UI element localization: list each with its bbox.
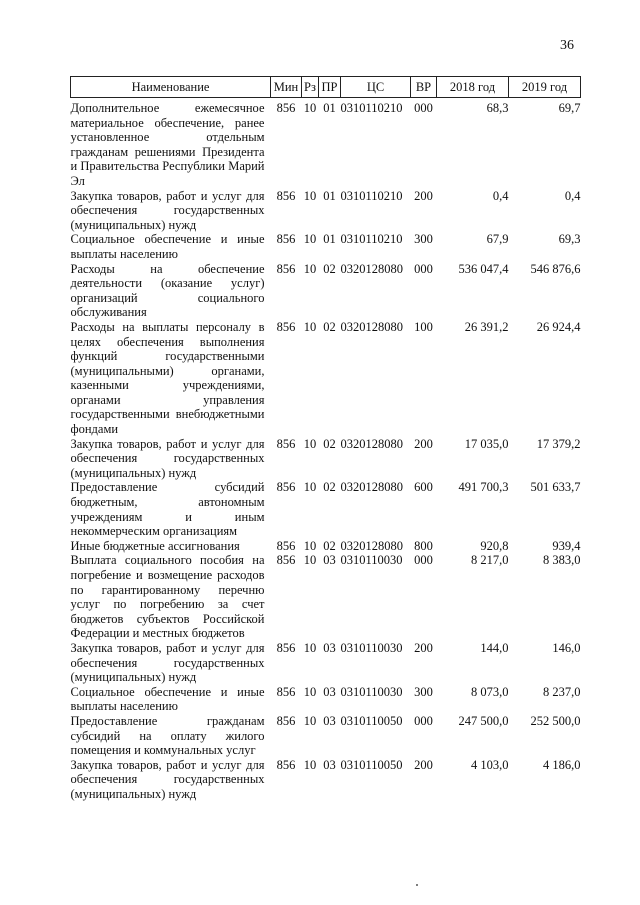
row-pr: 02 xyxy=(323,261,336,276)
header-pr: ПР xyxy=(319,77,341,98)
row-min: 856 xyxy=(276,436,296,451)
row-vr: 200 xyxy=(414,188,433,203)
row-amount-2018: 17 035,0 xyxy=(464,436,509,451)
row-rz: 10 xyxy=(303,436,317,451)
row-min: 856 xyxy=(276,261,296,276)
table-row xyxy=(71,480,581,538)
row-cs: 0320128080 xyxy=(340,436,403,451)
row-pr: 03 xyxy=(323,713,336,728)
row-amount-2019: 8 383,0 xyxy=(543,553,581,568)
row-rz: 10 xyxy=(303,101,317,115)
table-header-row xyxy=(71,77,581,98)
row-vr: 200 xyxy=(414,640,433,655)
row-vr: 200 xyxy=(414,436,433,451)
page-number: 36 xyxy=(560,38,574,53)
row-pr: 03 xyxy=(323,684,336,699)
row-name: Дополнительное ежемесячное материальное обеспечение, ранее установленное отдельным гражданам решениями Президента и Правительства Республики Марий Эл xyxy=(70,101,265,188)
row-amount-2018: 67,9 xyxy=(486,232,509,247)
table-row xyxy=(71,641,581,685)
table-row xyxy=(71,189,581,233)
row-pr: 02 xyxy=(323,319,336,334)
header-rz: Рз xyxy=(302,77,319,98)
row-cs: 0310110050 xyxy=(340,757,403,772)
table-row xyxy=(71,232,581,261)
row-amount-2019: 4 186,0 xyxy=(543,757,581,772)
row-vr: 000 xyxy=(414,553,433,568)
row-name: Расходы на выплаты персоналу в целях обеспечения выполнения функций государственными (муниципальными) органами, казенными учреждениями, органами управления государственными внебюджетными фондами xyxy=(70,319,265,437)
row-name: Закупка товаров, работ и услуг для обеспечения государственных (муниципальных) нужд xyxy=(70,436,265,480)
row-vr: 000 xyxy=(414,101,433,115)
row-amount-2018: 247 500,0 xyxy=(458,713,509,728)
row-rz: 10 xyxy=(303,757,317,772)
row-pr: 01 xyxy=(323,101,336,115)
header-vr: ВР xyxy=(411,77,437,98)
table-row xyxy=(71,98,581,189)
row-rz: 10 xyxy=(303,684,317,699)
row-name: Предоставление гражданам субсидий на оплату жилого помещения и коммунальных услуг xyxy=(70,713,265,758)
row-pr: 02 xyxy=(323,480,336,495)
row-cs: 0310110050 xyxy=(340,713,403,728)
row-amount-2019: 501 633,7 xyxy=(530,480,581,495)
table-row xyxy=(71,553,581,641)
budget-table xyxy=(70,76,581,802)
table-row xyxy=(71,437,581,481)
row-rz: 10 xyxy=(303,538,317,553)
row-min: 856 xyxy=(276,188,296,203)
row-pr: 03 xyxy=(323,640,336,655)
table-row xyxy=(71,714,581,758)
table-row xyxy=(71,539,581,554)
row-amount-2019: 546 876,6 xyxy=(530,261,581,276)
row-amount-2019: 0,4 xyxy=(564,188,581,203)
row-amount-2019: 252 500,0 xyxy=(530,713,581,728)
row-cs: 0310110030 xyxy=(340,684,403,699)
row-name: Расходы на обеспечение деятельности (оказание услуг) организаций социального обслуживания xyxy=(70,261,265,320)
row-amount-2018: 4 103,0 xyxy=(471,757,509,772)
row-name: Социальное обеспечение и иные выплаты населению xyxy=(70,232,265,261)
row-amount-2019: 69,7 xyxy=(558,101,581,115)
row-amount-2019: 17 379,2 xyxy=(536,436,581,451)
row-amount-2018: 0,4 xyxy=(492,188,509,203)
row-pr: 02 xyxy=(323,436,336,451)
header-name: Наименование xyxy=(71,77,271,98)
row-cs: 0310110030 xyxy=(340,640,403,655)
header-cs: ЦС xyxy=(341,77,411,98)
row-vr: 300 xyxy=(414,232,433,247)
row-name: Социальное обеспечение и иные выплаты населению xyxy=(70,684,265,714)
header-2019: 2019 год xyxy=(509,77,581,98)
table-row xyxy=(71,262,581,320)
row-amount-2019: 26 924,4 xyxy=(536,319,581,334)
row-vr: 200 xyxy=(414,757,433,772)
row-min: 856 xyxy=(276,538,296,553)
row-min: 856 xyxy=(276,319,296,334)
header-min: Мин xyxy=(271,77,302,98)
row-cs: 0310110210 xyxy=(340,188,403,203)
scan-speck xyxy=(416,884,418,886)
row-amount-2019: 939,4 xyxy=(552,538,581,553)
table-row xyxy=(71,320,581,437)
row-amount-2018: 144,0 xyxy=(480,640,509,655)
row-cs: 0320128080 xyxy=(340,480,403,495)
row-rz: 10 xyxy=(303,553,317,568)
header-2018: 2018 год xyxy=(437,77,509,98)
row-vr: 000 xyxy=(414,713,433,728)
row-amount-2019: 8 237,0 xyxy=(543,684,581,699)
row-vr: 300 xyxy=(414,684,433,699)
row-rz: 10 xyxy=(303,480,317,495)
row-min: 856 xyxy=(276,101,296,115)
row-amount-2018: 26 391,2 xyxy=(464,319,509,334)
row-vr: 100 xyxy=(414,319,433,334)
row-amount-2018: 536 047,4 xyxy=(458,261,509,276)
row-amount-2018: 920,8 xyxy=(480,538,509,553)
row-amount-2018: 491 700,3 xyxy=(458,480,509,495)
row-min: 856 xyxy=(276,757,296,772)
row-pr: 03 xyxy=(323,553,336,568)
row-pr: 01 xyxy=(323,188,336,203)
row-rz: 10 xyxy=(303,188,317,203)
row-name: Предоставление субсидий бюджетным, автономным учреждениям и иным некоммерческим организациям xyxy=(70,480,265,539)
row-cs: 0310110210 xyxy=(340,232,403,247)
row-rz: 10 xyxy=(303,713,317,728)
row-min: 856 xyxy=(276,640,296,655)
row-name: Закупка товаров, работ и услуг для обеспечения государственных (муниципальных) нужд xyxy=(70,757,265,801)
row-amount-2018: 8 073,0 xyxy=(471,684,509,699)
row-min: 856 xyxy=(276,553,296,568)
row-rz: 10 xyxy=(303,232,317,247)
row-amount-2018: 8 217,0 xyxy=(471,553,509,568)
row-amount-2019: 69,3 xyxy=(558,232,581,247)
row-rz: 10 xyxy=(303,261,317,276)
row-pr: 01 xyxy=(323,232,336,247)
row-pr: 03 xyxy=(323,757,336,772)
row-name: Выплата социального пособия на погребение и возмещение расходов по гарантированному перечню услуг по погребению за счет бюджетов субъектов Российской Федерации и местных бюджетов xyxy=(70,553,265,641)
row-amount-2018: 68,3 xyxy=(486,101,509,115)
row-name: Закупка товаров, работ и услуг для обеспечения государственных (муниципальных) нужд xyxy=(70,188,265,232)
row-cs: 0320128080 xyxy=(340,319,403,334)
row-rz: 10 xyxy=(303,640,317,655)
row-amount-2019: 146,0 xyxy=(552,640,581,655)
row-vr: 600 xyxy=(414,480,433,495)
row-vr: 800 xyxy=(414,538,433,553)
row-min: 856 xyxy=(276,232,296,247)
row-rz: 10 xyxy=(303,319,317,334)
row-cs: 0310110210 xyxy=(340,101,403,115)
table-row xyxy=(71,758,581,802)
row-min: 856 xyxy=(276,480,296,495)
row-min: 856 xyxy=(276,713,296,728)
row-min: 856 xyxy=(276,684,296,699)
row-name: Иные бюджетные ассигнования xyxy=(70,538,240,553)
row-pr: 02 xyxy=(323,538,336,553)
row-cs: 0320128080 xyxy=(340,538,403,553)
row-name: Закупка товаров, работ и услуг для обеспечения государственных (муниципальных) нужд xyxy=(70,640,265,685)
row-cs: 0320128080 xyxy=(340,261,403,276)
row-cs: 0310110030 xyxy=(340,553,403,568)
table-row xyxy=(71,685,581,714)
row-vr: 000 xyxy=(414,261,433,276)
